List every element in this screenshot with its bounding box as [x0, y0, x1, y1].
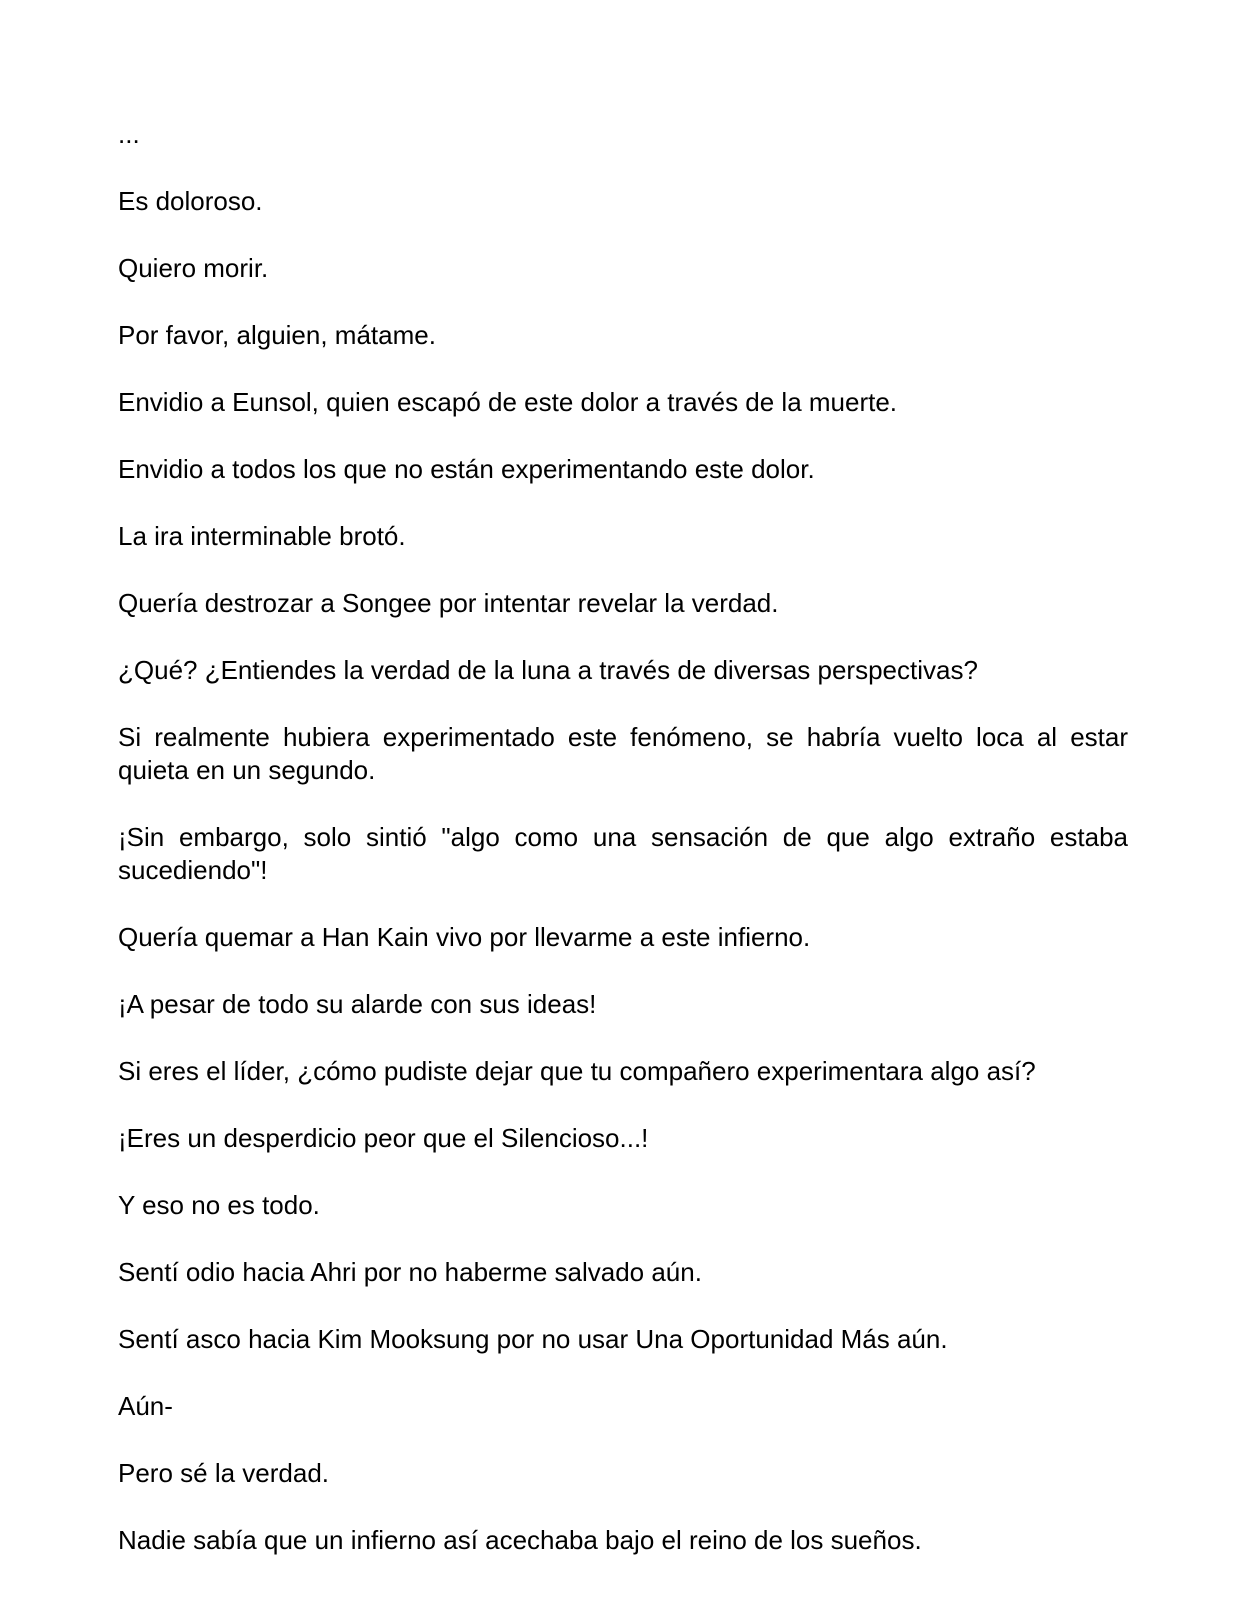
paragraph: Envidio a Eunsol, quien escapó de este dolor a través de la muerte. — [118, 387, 898, 417]
paragraph: Sentí odio hacia Ahri por no haberme salvado aún. — [118, 1257, 702, 1287]
paragraph: Si realmente hubiera experimentado este fenómeno, se habría vuelto loca al estar quieta en un segundo. — [118, 722, 1128, 785]
paragraph: Envidio a todos los que no están experimentando este dolor. — [118, 454, 815, 484]
paragraph: Es doloroso. — [118, 186, 263, 216]
paragraph: ... — [118, 119, 140, 149]
paragraph: Y eso no es todo. — [118, 1190, 320, 1220]
paragraph: La ira interminable brotó. — [118, 521, 406, 551]
paragraph: Quiero morir. — [118, 253, 269, 283]
paragraph: Sentí asco hacia Kim Mooksung por no usar Una Oportunidad Más aún. — [118, 1324, 948, 1354]
paragraph: ¿Qué? ¿Entiendes la verdad de la luna a través de diversas perspectivas? — [118, 655, 978, 685]
paragraph: Nadie sabía que un infierno así acechaba bajo el reino de los sueños. — [118, 1525, 922, 1555]
document-body — [118, 118, 1128, 1591]
paragraph: Quería quemar a Han Kain vivo por llevarme a este infierno. — [118, 922, 811, 952]
paragraph: Pero sé la verdad. — [118, 1458, 330, 1488]
paragraph: Por favor, alguien, mátame. — [118, 320, 436, 350]
paragraph: Aún- — [118, 1391, 173, 1421]
paragraph: ¡A pesar de todo su alarde con sus ideas! — [118, 989, 597, 1019]
paragraph: ¡Eres un desperdicio peor que el Silencioso...! — [118, 1123, 649, 1153]
paragraph: Quería destrozar a Songee por intentar revelar la verdad. — [118, 588, 779, 618]
paragraph: Si eres el líder, ¿cómo pudiste dejar que tu compañero experimentara algo así? — [118, 1056, 1036, 1086]
paragraph: ¡Sin embargo, solo sintió "algo como una sensación de que algo extraño estaba sucediendo"! — [118, 822, 1128, 885]
